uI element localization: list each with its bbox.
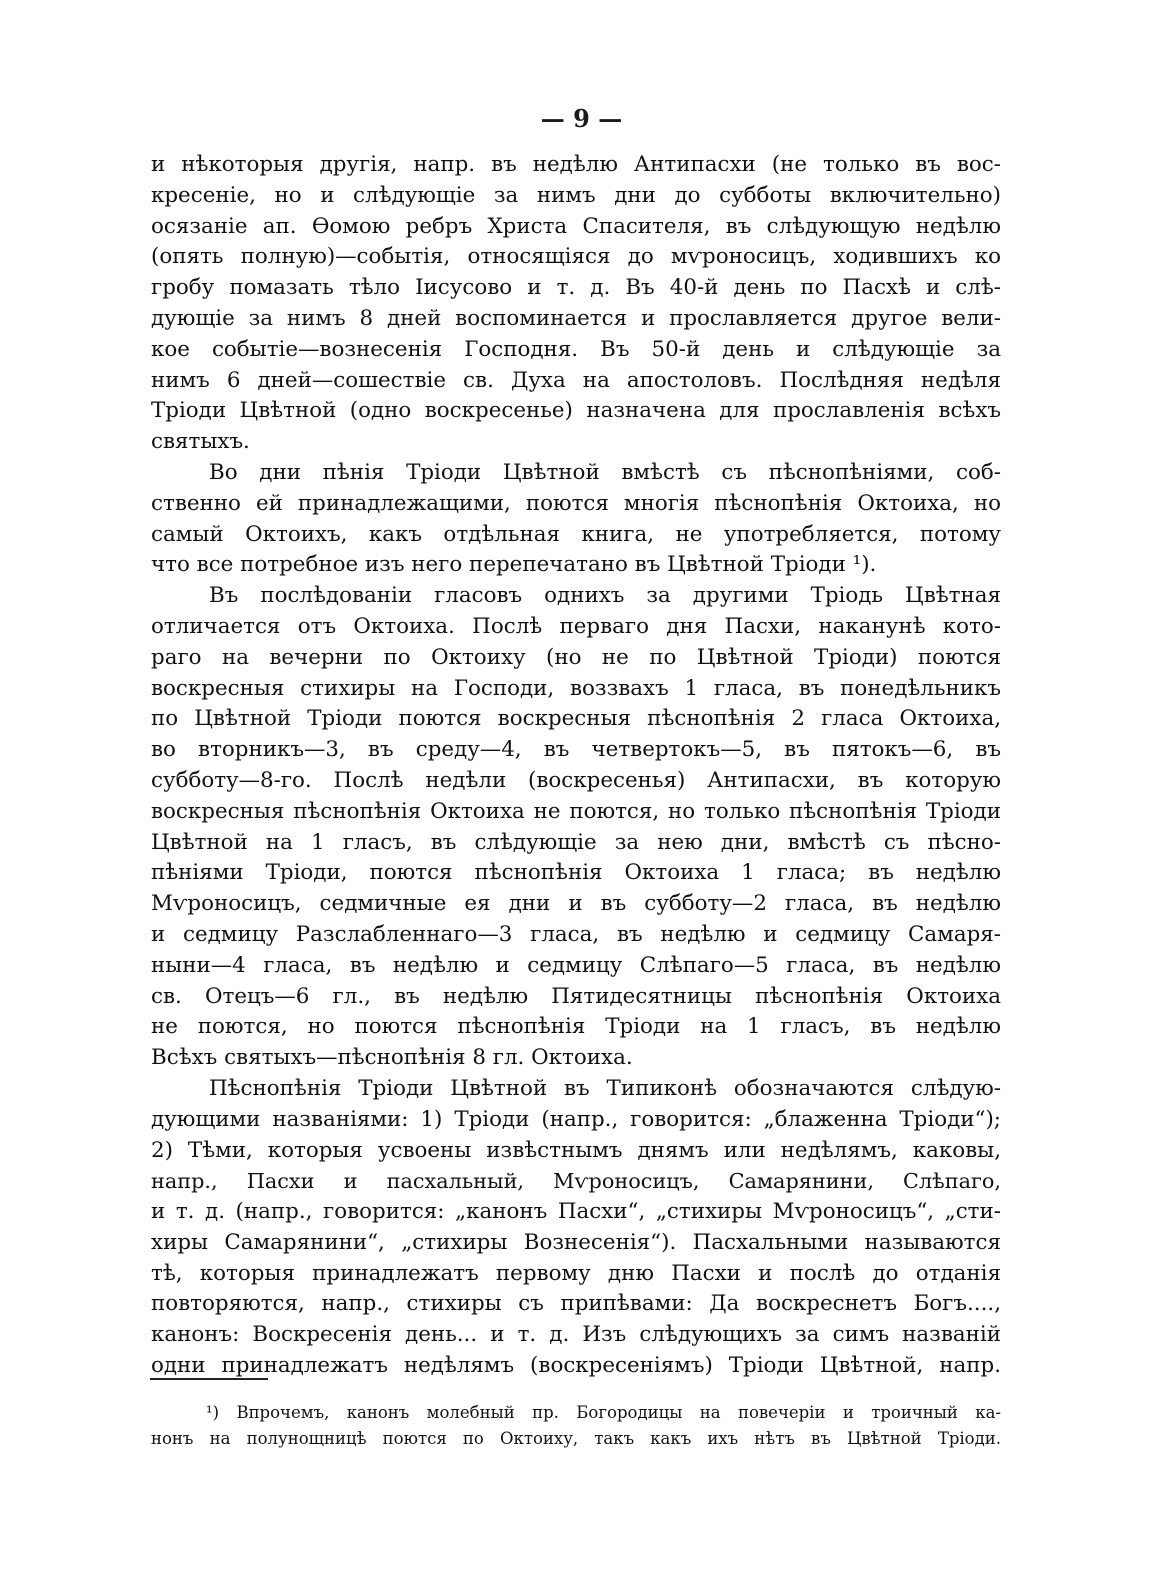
- text-line: Всѣхъ святыхъ—пѣснопѣнія 8 гл. Октоиха.: [151, 1045, 633, 1071]
- text-line: дующими названіями: 1) Тріоди (напр., говорится: „блаженна Тріоди“);: [151, 1106, 1001, 1132]
- text-line: 2) Тѣми, которыя усвоены извѣстнымъ днямъ или недѣлямъ, каковы,: [151, 1137, 1001, 1163]
- text-line: Тріоди Цвѣтной (одно воскресенье) назначена для прославленія всѣхъ: [151, 398, 1001, 424]
- text-line: воскресныя пѣснопѣнія Октоиха не поются, но только пѣснопѣнія Тріоди: [151, 798, 1001, 824]
- text-line: напр., Пасхи и пасхальный, Мѵроносицъ, Самарянини, Слѣпаго,: [151, 1169, 1001, 1194]
- text-line: субботу—8-го. Послѣ недѣли (воскресенья) Антипасхи, въ которую: [151, 767, 1001, 793]
- text-line: во вторникъ—3, въ среду—4, въ четвертокъ—5, въ пятокъ—6, въ: [151, 737, 1001, 763]
- text-line: св. Отецъ—6 гл., въ недѣлю Пятидесятницы пѣснопѣнія Октоиха: [151, 983, 1001, 1009]
- text-line: Во дни пѣнія Тріоди Цвѣтной вмѣстѣ съ пѣснопѣніями, соб-: [209, 459, 1001, 485]
- text-line: ственно ей принадлежащими, поются многія пѣснопѣнія Октоиха, но: [151, 490, 1001, 516]
- text-line: отличается отъ Октоиха. Послѣ перваго дня Пасхи, наканунѣ кото-: [151, 613, 1001, 639]
- footnote: [151, 1400, 1001, 1452]
- main-text: [151, 150, 1001, 1382]
- text-line: повторяются, напр., стихиры съ припѣвами: Да воскреснетъ Богъ....,: [151, 1291, 1001, 1317]
- text-line: Цвѣтной на 1 гласъ, въ слѣдующіе за нею дни, вмѣстѣ съ пѣсно-: [151, 829, 1001, 855]
- text-line: самый Октоихъ, какъ отдѣльная книга, не употребляется, потому: [151, 521, 1001, 547]
- text-line: по Цвѣтной Тріоди поются воскресныя пѣснопѣнія 2 гласа Октоиха,: [151, 706, 1001, 732]
- text-line: святыхъ.: [151, 429, 250, 455]
- text-line: не поются, но поются пѣснопѣнія Тріоди на 1 гласъ, въ недѣлю: [151, 1014, 1001, 1040]
- text-line: ныни—4 гласа, въ недѣлю и седмицу Слѣпаго—5 гласа, въ недѣлю: [151, 952, 1001, 978]
- text-line: пѣніями Тріоди, поются пѣснопѣнія Октоиха 1 гласа; въ недѣлю: [151, 860, 1001, 886]
- text-line: Пѣснопѣнія Тріоди Цвѣтной въ Типиконѣ обозначаются слѣдую-: [209, 1075, 1001, 1101]
- text-line: хиры Самарянини“, „стихиры Вознесенія“). Пасхальными называются: [151, 1229, 1001, 1255]
- text-line: Мѵроносицъ, седмичные ея дни и въ субботу—2 гласа, въ недѣлю: [151, 891, 1001, 917]
- text-line: (опять полную)—событія, относящіяся до мѵроносицъ, ходившихъ ко: [151, 244, 1001, 270]
- text-line: одни принадлежатъ недѣлямъ (воскресеніямъ) Тріоди Цвѣтной, напр.: [151, 1353, 1001, 1379]
- footnote-line: ¹) Впрочемъ, канонъ молебный пр. Богородицы на повечеріи и троичный ка-: [206, 1403, 1001, 1422]
- text-line: кресеніе, но и слѣдующіе за нимъ дни до субботы включительно): [151, 182, 1001, 208]
- text-line: канонъ: Воскресенія день... и т. д. Изъ слѣдующихъ за симъ названій: [151, 1322, 1001, 1348]
- text-line: осязаніе ап. Ѳомою ребръ Христа Спасителя, въ слѣдующую недѣлю: [151, 213, 1001, 239]
- footnote-divider: [150, 1378, 268, 1380]
- text-line: нимъ 6 дней—сошествіе св. Духа на апостоловъ. Послѣдняя недѣля: [151, 367, 1001, 393]
- text-line: что все потребное изъ него перепечатано въ Цвѣтной Тріоди ¹).: [151, 552, 877, 578]
- text-line: раго на вечерни по Октоиху (но не по Цвѣтной Тріоди) поются: [151, 644, 1001, 670]
- text-line: дующіе за нимъ 8 дней воспоминается и прославляется другое вели-: [151, 305, 1001, 331]
- text-line: и нѣкоторыя другія, напр. въ недѣлю Антипасхи (не только въ вос-: [151, 152, 1001, 177]
- text-line: воскресныя стихиры на Господи, воззвахъ 1 гласа, въ понедѣльникъ: [151, 675, 1001, 701]
- page-number: — 9 —: [540, 104, 623, 133]
- text-line: тѣ, которыя принадлежатъ первому дню Пасхи и послѣ до отданія: [151, 1260, 1001, 1286]
- text-line: Въ послѣдованіи гласовъ однихъ за другими Тріодь Цвѣтная: [209, 583, 1001, 609]
- text-line: и седмицу Разслабленнаго—3 гласа, въ недѣлю и седмицу Самаря-: [151, 921, 1001, 947]
- text-line: гробу помазать тѣло Іисусово и т. д. Въ 40-й день по Пасхѣ и слѣ-: [151, 275, 1001, 301]
- text-line: кое событіе—вознесенія Господня. Въ 50-й день и слѣдующіе за: [151, 336, 1001, 362]
- footnote-line: нонъ на полунощницѣ поются по Октоиху, такъ какъ ихъ нѣтъ въ Цвѣтной Тріоди.: [151, 1429, 1001, 1448]
- text-line: и т. д. (напр., говорится: „канонъ Пасхи“, „стихиры Мѵроносицъ“, „сти-: [151, 1199, 1001, 1225]
